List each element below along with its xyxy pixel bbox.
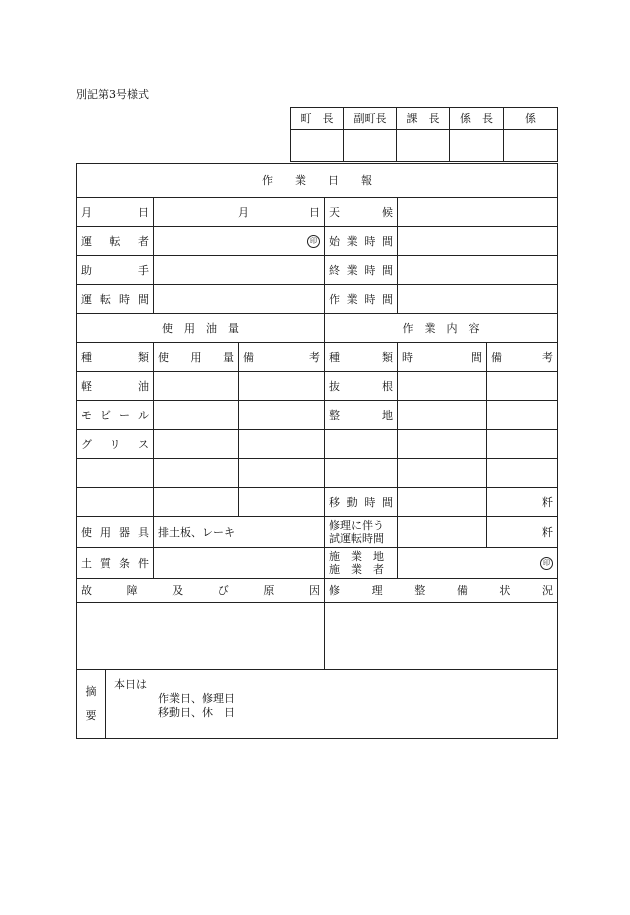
assistant-label: 助 手 — [77, 256, 154, 285]
fuel-amount-cell[interactable] — [154, 488, 239, 517]
work-item-blank[interactable] — [325, 430, 398, 459]
work-time-cell[interactable] — [398, 401, 487, 430]
work-item-blank[interactable] — [325, 459, 398, 488]
work-note-cell[interactable] — [487, 430, 558, 459]
fuel-note-cell[interactable] — [239, 401, 325, 430]
fuel-amount-column: 使 用 量 — [154, 343, 239, 372]
work-time-cell[interactable] — [398, 430, 487, 459]
fuel-item-light-oil: 軽 油 — [77, 372, 154, 401]
weather-label: 天 候 — [325, 198, 398, 227]
stamp-box-mayor[interactable] — [291, 130, 344, 162]
site-operator-label: 施 業 地 施 業 者 — [325, 548, 398, 579]
fuel-usage-header: 使 用 油 量 — [77, 314, 325, 343]
fuel-amount-cell[interactable] — [154, 372, 239, 401]
fuel-item-mobil: モ ビ ー ル — [77, 401, 154, 430]
repair-test-run-label: 修理に伴う 試運転時間 — [325, 517, 398, 548]
end-time-field[interactable] — [398, 256, 558, 285]
site-operator-field[interactable] — [398, 548, 558, 579]
work-report-table — [76, 163, 558, 739]
fuel-note-cell[interactable] — [239, 430, 325, 459]
stamp-box-section-chief[interactable] — [397, 130, 450, 162]
approval-stamp-table — [290, 107, 558, 162]
trouble-cause-field[interactable] — [77, 603, 325, 670]
stamp-box-subsection-chief[interactable] — [450, 130, 504, 162]
fuel-note-column: 備 考 — [239, 343, 325, 372]
weather-field[interactable] — [398, 198, 558, 227]
work-note-column: 備 考 — [487, 343, 558, 372]
start-time-label: 始業時間 — [325, 227, 398, 256]
fuel-type-column: 種 類 — [77, 343, 154, 372]
work-note-cell[interactable] — [487, 372, 558, 401]
repair-status-field[interactable] — [325, 603, 558, 670]
date-field[interactable]: 月 日 — [154, 198, 325, 227]
approval-role-section-chief: 課 長 — [397, 108, 450, 130]
work-item-stump-removal: 抜 根 — [325, 372, 398, 401]
fuel-note-cell[interactable] — [239, 488, 325, 517]
report-title: 作 業 日 報 — [77, 164, 558, 198]
assistant-field[interactable] — [154, 256, 325, 285]
fuel-amount-cell[interactable] — [154, 430, 239, 459]
date-label: 月 日 — [77, 198, 154, 227]
seal-stamp-icon: 印 — [540, 557, 553, 570]
approval-role-mayor: 町 長 — [291, 108, 344, 130]
form-number-label: 別記第3号様式 — [76, 88, 149, 101]
seal-stamp-icon: 印 — [307, 235, 320, 248]
approval-role-deputy-mayor: 副町長 — [344, 108, 397, 130]
fuel-note-cell[interactable] — [239, 459, 325, 488]
repair-test-run-unit: 粁 — [487, 517, 558, 548]
remarks-row — [77, 670, 558, 739]
driver-label: 運 転 者 — [77, 227, 154, 256]
work-content-header: 作 業 内 容 — [325, 314, 558, 343]
soil-condition-label: 土質条件 — [77, 548, 154, 579]
fuel-item-blank[interactable] — [77, 488, 154, 517]
repair-test-run-time-cell[interactable] — [398, 517, 487, 548]
fuel-note-cell[interactable] — [239, 372, 325, 401]
soil-condition-field[interactable] — [154, 548, 325, 579]
start-time-field[interactable] — [398, 227, 558, 256]
approval-role-staff: 係 — [504, 108, 558, 130]
equipment-field[interactable]: 排土板、レーキ — [154, 517, 325, 548]
fuel-item-grease: グ リ ス — [77, 430, 154, 459]
work-note-cell[interactable] — [487, 459, 558, 488]
equipment-label: 使用器具 — [77, 517, 154, 548]
fuel-item-blank[interactable] — [77, 459, 154, 488]
travel-time-label: 移動時間 — [325, 488, 398, 517]
work-time-cell[interactable] — [398, 372, 487, 401]
repair-status-header: 修 理 整 備 状 況 — [325, 579, 558, 603]
driver-field[interactable] — [154, 227, 325, 256]
trouble-cause-header: 故 障 及 び 原 因 — [77, 579, 325, 603]
remarks-label: 摘 要 — [77, 670, 106, 738]
stamp-box-deputy-mayor[interactable] — [344, 130, 397, 162]
stamp-box-staff[interactable] — [504, 130, 558, 162]
travel-distance-unit: 粁 — [487, 488, 558, 517]
fuel-amount-cell[interactable] — [154, 459, 239, 488]
work-type-column: 種 類 — [325, 343, 398, 372]
fuel-amount-cell[interactable] — [154, 401, 239, 430]
end-time-label: 終業時間 — [325, 256, 398, 285]
work-time-label: 作業時間 — [325, 285, 398, 314]
work-time-field[interactable] — [398, 285, 558, 314]
travel-time-cell[interactable] — [398, 488, 487, 517]
work-time-cell[interactable] — [398, 459, 487, 488]
remarks-text[interactable]: 本日は 作業日、修理日 移動日、休 日 — [114, 678, 235, 719]
work-item-leveling: 整 地 — [325, 401, 398, 430]
work-note-cell[interactable] — [487, 401, 558, 430]
drive-time-field[interactable] — [154, 285, 325, 314]
work-time-column: 時 間 — [398, 343, 487, 372]
drive-time-label: 運転時間 — [77, 285, 154, 314]
approval-role-subsection-chief: 係 長 — [450, 108, 504, 130]
